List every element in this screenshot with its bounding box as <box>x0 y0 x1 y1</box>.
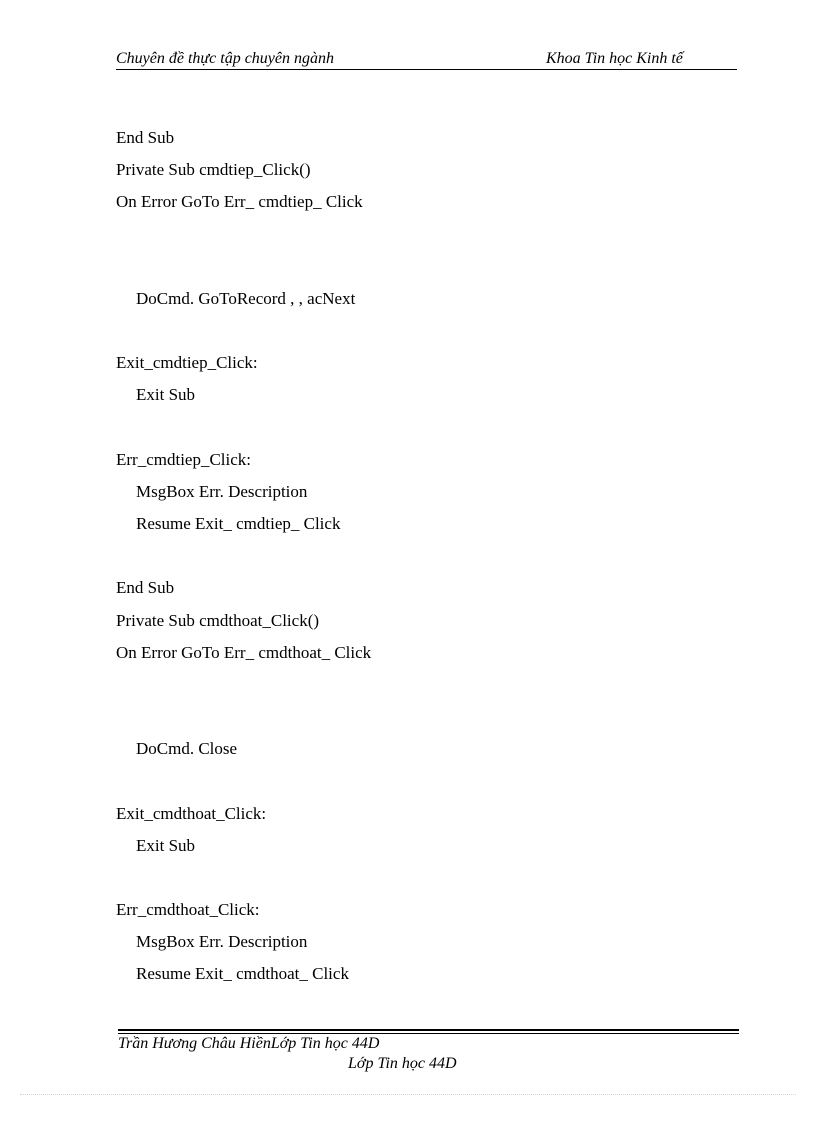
code-line: Resume Exit_ cmdtiep_ Click <box>136 514 341 533</box>
footer-divider <box>118 1029 739 1031</box>
code-line: MsgBox Err. Description <box>136 932 308 951</box>
code-line: Exit Sub <box>136 836 196 855</box>
code-line: Private Sub cmdtiep_Click() <box>116 160 311 179</box>
header-title-right: Khoa Tin học Kinh tế <box>546 50 683 67</box>
code-line: End Sub <box>116 128 175 147</box>
footer-class: Lớp Tin học 44D <box>348 1055 457 1072</box>
code-line: On Error GoTo Err_ cmdtiep_ Click <box>116 192 363 211</box>
code-line: Resume Exit_ cmdthoat_ Click <box>136 964 349 983</box>
header-title-left: Chuyên đề thực tập chuyên ngành <box>116 50 334 67</box>
code-line: Err_cmdthoat_Click: <box>116 900 260 919</box>
code-line: Exit_cmdthoat_Click: <box>116 804 267 823</box>
page-edge-divider <box>20 1094 796 1095</box>
code-line: DoCmd. GoToRecord , , acNext <box>136 289 356 308</box>
code-line: Exit Sub <box>136 385 196 404</box>
header-divider <box>116 69 737 70</box>
code-line: Exit_cmdtiep_Click: <box>116 353 258 372</box>
code-line: On Error GoTo Err_ cmdthoat_ Click <box>116 643 372 662</box>
footer-author: Trần Hương Châu HiềnLớp Tin học 44D <box>118 1035 380 1052</box>
code-line: MsgBox Err. Description <box>136 482 308 501</box>
footer-divider <box>118 1033 739 1034</box>
code-line: End Sub <box>116 578 175 597</box>
code-line: Err_cmdtiep_Click: <box>116 450 252 469</box>
code-line: DoCmd. Close <box>136 739 238 758</box>
code-line: Private Sub cmdthoat_Click() <box>116 611 320 630</box>
